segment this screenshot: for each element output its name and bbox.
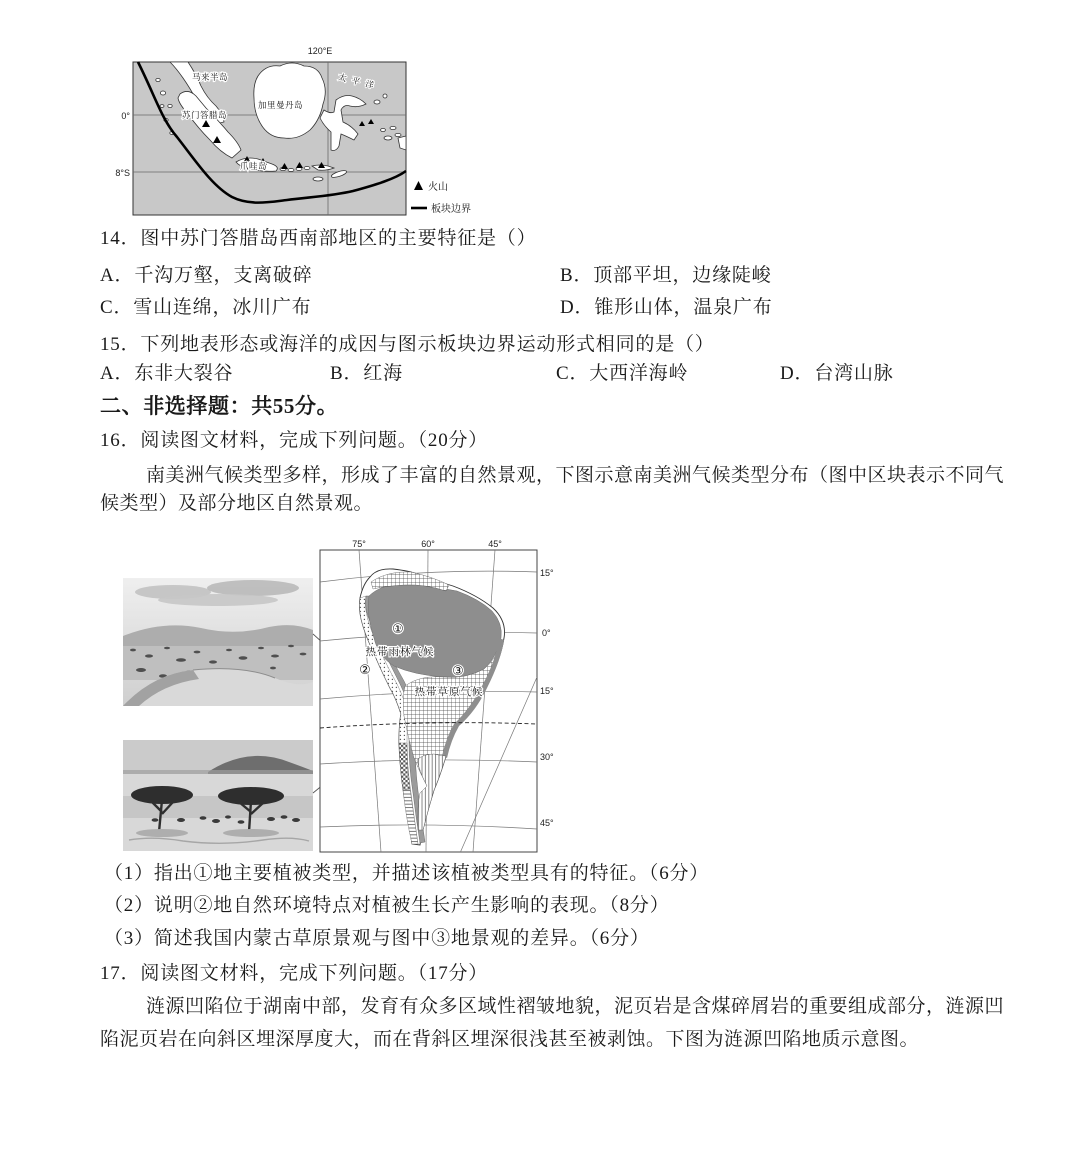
marker-1: ① — [392, 621, 404, 636]
south-america-figure — [115, 538, 565, 860]
svg-text:洋: 洋 — [364, 78, 376, 91]
question-17-stem — [100, 963, 488, 985]
lat-8s-label: 8°S — [115, 168, 130, 178]
sa-map-panel — [320, 539, 554, 853]
q16-paragraph-line2: 候类型）及部分地区自然景观。 — [100, 493, 374, 514]
sumatra-label: 苏门答腊岛 — [182, 110, 228, 120]
q14-option-d: D．锥形山体，温泉广布 — [560, 297, 773, 318]
svg-text:平: 平 — [350, 75, 362, 87]
desert-photo — [123, 578, 313, 706]
marker-2: ② — [359, 662, 371, 677]
map-legend — [411, 180, 471, 215]
question-16-text: 阅读图文材料，完成下列问题。（20分） — [140, 430, 489, 451]
svg-text:太: 太 — [337, 71, 349, 84]
question-17-number: 17． — [100, 963, 141, 984]
question-16-number: 16． — [100, 430, 141, 451]
sa-lon-75: 75° — [352, 539, 366, 549]
question-15-text: 下列地表形态或海洋的成因与图示板块边界运动形式相同的是（） — [140, 334, 715, 355]
q15-option-c: C．大西洋海岭 — [556, 363, 689, 384]
section-2-header: 二、非选择题：共55分。 — [100, 394, 339, 418]
question-15-number: 15． — [100, 334, 141, 355]
q14-option-a: A．千沟万壑，支离破碎 — [100, 265, 313, 286]
sa-lat-0: 0° — [542, 628, 551, 638]
lon-label-120e: 120°E — [307, 46, 333, 56]
volcano-legend-label: 火山 — [428, 182, 448, 193]
q15-option-a: A．东非大裂谷 — [100, 363, 234, 384]
sa-lat-30s: 30° — [540, 752, 554, 762]
sa-lat-15s: 15° — [540, 686, 554, 696]
question-17-text: 阅读图文材料，完成下列问题。（17分） — [140, 963, 489, 984]
boundary-legend-label: 板块边界 — [431, 204, 471, 215]
q15-option-b: B．红海 — [330, 363, 403, 384]
q14-option-c: C．雪山连绵，冰川广布 — [100, 297, 312, 318]
q14-option-b: B．顶部平坦，边缘陡峻 — [560, 265, 772, 286]
savanna-label: 热带草原气候 — [414, 686, 484, 698]
sa-lon-60: 60° — [421, 539, 435, 549]
malay-label: 马来半岛 — [192, 72, 229, 82]
q16-sub2: （2）说明②地自然环境特点对植被生长产生影响的表现。（8分） — [104, 895, 670, 916]
sa-lat-45s: 45° — [540, 818, 554, 828]
q16-sub1: （1）指出①地主要植被类型，并描述该植被类型具有的特征。（6分） — [104, 863, 710, 884]
q15-option-d: D．台湾山脉 — [780, 363, 894, 384]
sa-lat-15n: 15° — [540, 568, 554, 578]
q16-paragraph-line1: 南美洲气候类型多样，形成了丰富的自然景观，下图示意南美洲气候类型分布（图中区块表示不同气 — [146, 465, 1005, 486]
rainforest-label: 热带雨林气候 — [365, 646, 435, 658]
question-15-stem — [100, 334, 715, 356]
q17-paragraph-line1: 涟源凹陷位于湖南中部，发育有众多区域性褶皱地貌，泥页岩是含煤碎屑岩的重要组成部分，涟源凹 — [146, 996, 1005, 1017]
lat-0-label: 0° — [121, 111, 130, 121]
indonesia-plate-map — [100, 38, 500, 220]
q17-paragraph-line2: 陷泥页岩在向斜区埋深厚度大，而在背斜区埋深很浅甚至被剥蚀。下图为涟源凹陷地质示意图。 — [100, 1029, 920, 1050]
q16-sub3: （3）简述我国内蒙古草原景观与图中③地景观的差异。（6分） — [104, 928, 650, 949]
question-14-stem — [100, 228, 536, 250]
savanna-photo — [123, 740, 313, 851]
question-16-stem — [100, 430, 488, 452]
java-label: 爪哇岛 — [240, 161, 268, 171]
volcano-legend-icon — [414, 181, 423, 190]
kalimantan-label: 加里曼丹岛 — [258, 100, 304, 110]
sa-lon-45: 45° — [488, 539, 502, 549]
question-14-text: 图中苏门答腊岛西南部地区的主要特征是（） — [140, 228, 537, 249]
question-14-number: 14． — [100, 228, 141, 249]
marker-3: ③ — [452, 663, 464, 678]
